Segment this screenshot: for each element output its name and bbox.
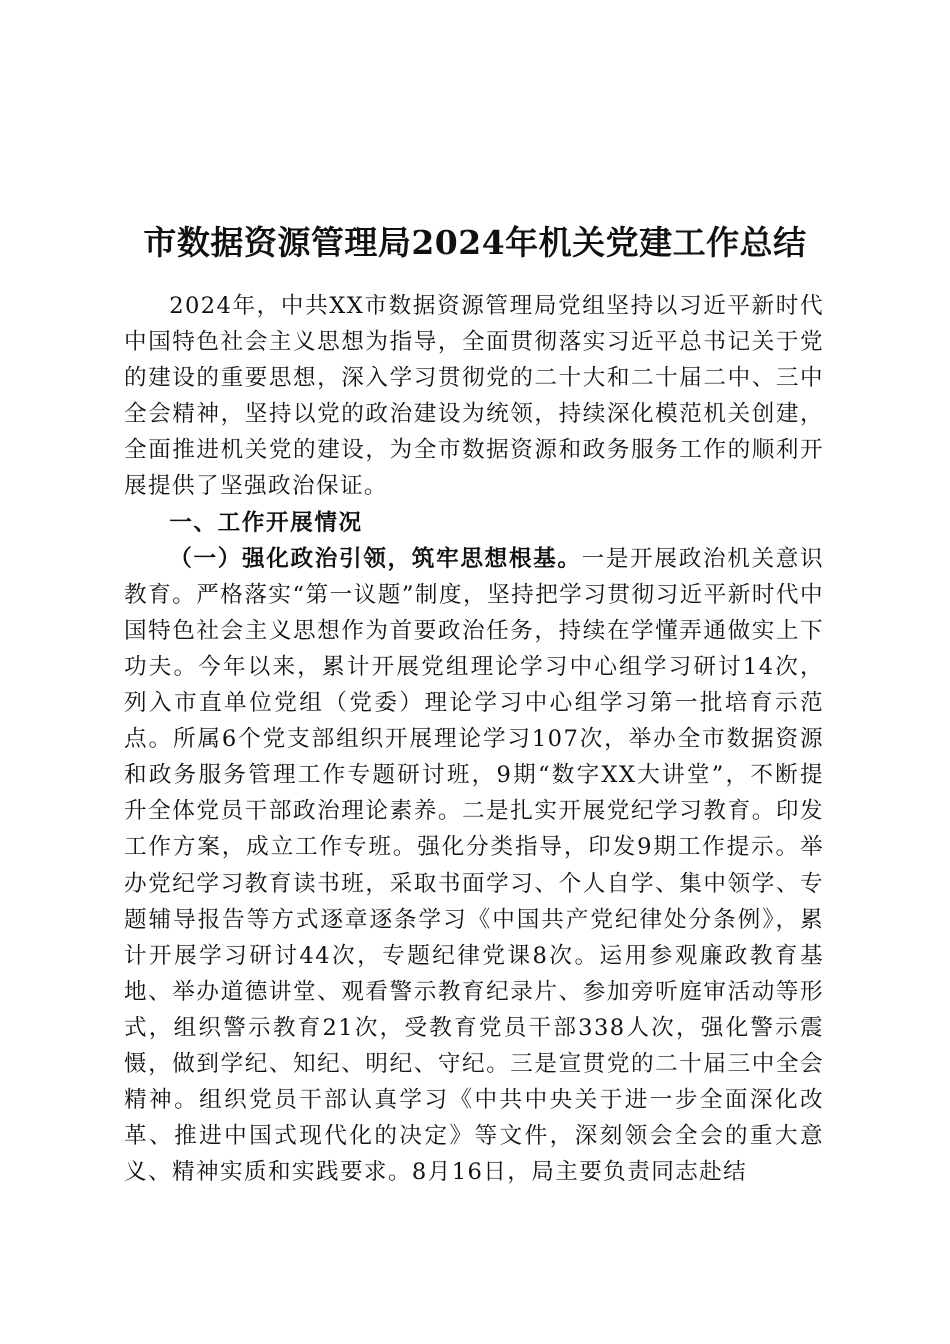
document-body	[124, 288, 824, 1190]
section-heading-work-status: 一、工作开展情况	[169, 509, 363, 536]
intro-paragraph: 2024年，中共XX市数据资源管理局党组坚持以习近平新时代中国特色社会主义思想为指导，全面贯彻落实习近平总书记关于党的建设的重要思想，深入学习贯彻党的二十大和二十届二中、三中全会精神，坚持以党的政治建设为统领，持续深化模范机关创建，全面推进机关党的建设，为全市数据资源和政务服务工作的顺利开展提供了坚强政治保证。	[124, 293, 824, 500]
subsection-paragraph	[124, 541, 824, 1191]
document-title: 市数据资源管理局2024年机关党建工作总结	[143, 223, 807, 263]
subsection-body-text: 一是开展政治机关意识教育。严格落实“第一议题”制度，坚持把学习贯彻习近平新时代中国特色社会主义思想作为首要政治任务，持续在学懂弄通做实上下功夫。今年以来，累计开展党组理论学习中心组学习研讨14次，列入市直单位党组（党委）理论学习中心组学习第一批培育示范点。所属6个党支部组织开展理论学习107次，举办全市数据资源和政务服务管理工作专题研讨班，9期“数字XX大讲堂”，不断提升全体党员干部政治理论素养。二是扎实开展党纪学习教育。印发工作方案，成立工作专班。强化分类指导，印发9期工作提示。举办党纪学习教育读书班，采取书面学习、个人自学、集中领学、专题辅导报告等方式逐章逐条学习《中国共产党纪律处分条例》，累计开展学习研讨44次，专题纪律党课8次。运用参观廉政教育基地、举办道德讲堂、观看警示教育纪录片、参加旁听庭审活动等形式，组织警示教育21次，受教育党员干部338人次，强化警示震慑，做到学纪、知纪、明纪、守纪。三是宣贯党的二十届三中全会精神。组织党员干部认真学习《中共中央关于进一步全面深化改革、推进中国式现代化的决定》等文件，深刻领会全会的重大意义、精神实质和实践要求。8月16日，局主要负责同志赴结	[124, 545, 824, 1186]
subsection-heading-political-guidance: （一）强化政治引领，筑牢思想根基。	[169, 545, 582, 572]
